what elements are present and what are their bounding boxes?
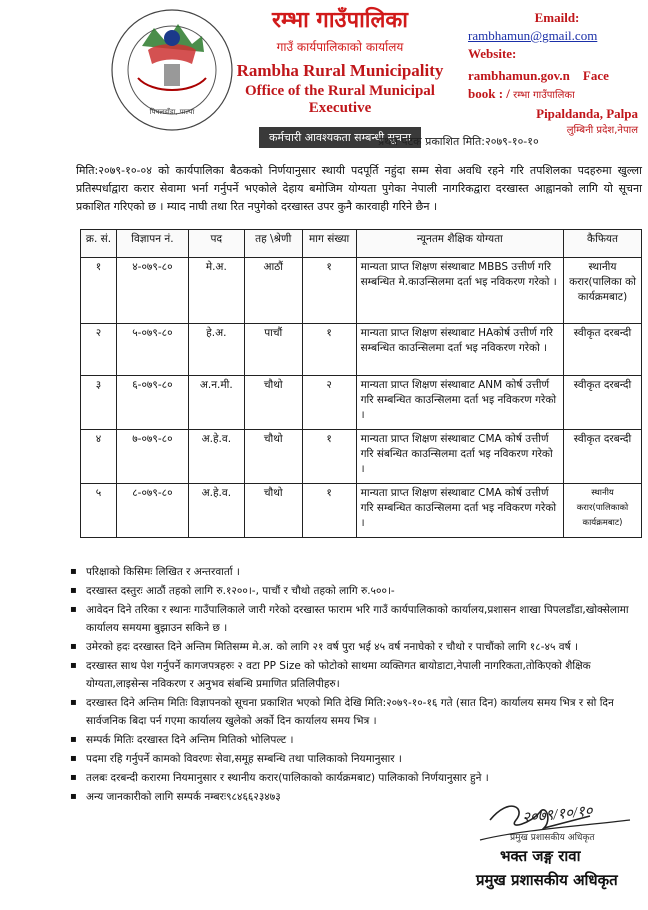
cell-qualification: मान्यता प्राप्त शिक्षण संस्थाबाट ANM कोर्ष उत्तीर्ण गरि सम्बन्धित काउन्सिलमा दर्ता भइ नविकरण गरेको । (356, 376, 563, 430)
svg-text:पिपलडाँडा, पाल्पा: पिपलडाँडा, पाल्पा (149, 108, 195, 116)
cell-level: आठौं (244, 258, 302, 324)
cell-sn: १ (81, 258, 117, 324)
list-item: ▪ तलबः दरबन्दी करारमा नियमानुसार र स्थानीय करार(पालिकाको कार्यक्रमबाट) पालिकाको निर्णयानुसार हुने । (70, 769, 642, 787)
table-row (81, 484, 642, 538)
table-row (81, 430, 642, 484)
notice-title-box: कर्मचारी आवश्यकता सम्बन्धी सूचना (259, 127, 421, 148)
list-item: ▪ परिक्षाको किसिमः लिखित र अन्तरवार्ता । (70, 563, 642, 581)
municipality-seal-logo (108, 6, 236, 134)
cell-post: अ.न.मी. (188, 376, 244, 430)
cell-qualification: मान्यता प्राप्त शिक्षण संस्थाबाट MBBS उत्तीर्ण गरि सम्बन्धित मे.काउन्सिलमा दर्ता भइ नविकरण गरेको । (356, 258, 563, 324)
address-nepali: लुम्बिनी प्रदेश,नेपाल (566, 125, 638, 136)
cell-remark: स्वीकृत दरबन्दी (564, 430, 642, 484)
cell-qualification: मान्यता प्राप्त शिक्षण संस्थाबाट HAकोर्ष उत्तीर्ण गरि सम्बन्धित काउन्सिलमा दर्ता भइ नविकरण गरेको । (356, 324, 563, 376)
cell-post: अ.हे.व. (188, 484, 244, 538)
cell-demand: १ (302, 258, 356, 324)
cell-adv-no: ६-०७९-८० (116, 376, 188, 430)
col-header-demand: माग संख्या (302, 230, 356, 258)
website-link[interactable]: rambhamun.gov.n (468, 68, 570, 83)
list-item: ▪ दरखास्त दस्तुरः आठौं तहको लागि रु.१२००।-, पाचौं र चौथो तहको लागि रु.५००।- (70, 582, 642, 600)
office-name-nepali: गाउँ कार्यपालिकाको कार्यालय (276, 40, 404, 54)
col-header-post: पद (188, 230, 244, 258)
cell-demand: १ (302, 430, 356, 484)
cell-adv-no: ८-०७९-८० (116, 484, 188, 538)
vacancy-table (80, 229, 642, 538)
col-header-level: तह \श्रेणी (244, 230, 302, 258)
email-link[interactable]: rambhamun@gmail.com (468, 28, 598, 43)
signature-date: २०७९/१०/१० (521, 803, 594, 827)
cell-remark: स्वीकृत दरबन्दी (564, 376, 642, 430)
cell-demand: १ (302, 324, 356, 376)
list-item: ▪ आवेदन दिने तरिका र स्थानः गाउँपालिकाले जारी गरेको दरखास्त फाराम भरि गाउँ कार्यपालिकाको कार्यालय,प्रशासन शाखा पिपलडाँडा,खोक्सेलामा कार्यालय समयमा बुझाउन सकिने छ । (70, 601, 642, 637)
signatory-title: प्रमुख प्रशासकीय अधिकृत (476, 871, 618, 889)
cell-qualification: मान्यता प्राप्त शिक्षण संस्थाबाट CMA कोर्ष उत्तीर्ण गरि संबन्धित काउन्सिलमा दर्ता भइ नविकरण गरेको । (356, 430, 563, 484)
table-row (81, 258, 642, 324)
letterhead (0, 0, 648, 150)
cell-sn: ४ (81, 430, 117, 484)
cell-adv-no: ५-०७९-८० (116, 324, 188, 376)
email-label: Emaild: (534, 10, 580, 25)
cell-level: चौथो (244, 430, 302, 484)
published-date: प्रथम पटक प्रकाशित मिति:२०७९-१०-१० (378, 135, 539, 148)
cell-remark: स्थानीय करार(पालिकाको कार्यक्रमबाट) (564, 484, 642, 538)
cell-sn: ५ (81, 484, 117, 538)
contact-block (468, 10, 646, 136)
list-item: ▪ दरखास्त दिने अन्तिम मितिः विज्ञापनको सूचना प्रकाशित भएको मिति देखि मिति:२०७९-१०-१६ गते (सात दिन) कार्यालय समय भित्र र सो दिन सार्वजनिक बिदा पर्न गएमा कार्यालय खुलेको अर्को दिन कार्यालय समय भित्र । (70, 694, 642, 730)
list-item: ▪ उमेरको हदः दरखास्त दिने अन्तिम मितिसम्म मे.अ. को लागि २१ वर्ष पुरा भई ४५ वर्ष ननाघेको र चौथो र पाचौंको लागि १८-४५ वर्ष । (70, 638, 642, 656)
face-label: Face (582, 68, 609, 83)
cell-post: हे.अ. (188, 324, 244, 376)
cell-adv-no: ७-०७९-८० (116, 430, 188, 484)
municipality-name-english: Rambha Rural Municipality (236, 61, 444, 80)
table-header-row (81, 230, 642, 258)
intro-paragraph: मिति:२०७९-१०-०४ को कार्यपालिका बैठकको निर्णयानुसार स्थायी पदपूर्ति नहुंदा सम्म सेवा अवधि रहने गरि तपशिलका पदहरुमा खुल्ला प्रतिस्पर्धाद्वारा करार सेवामा भर्ना गर्नुपर्ने भएकोले देहाय बमोजिम योग्यता पुगेका नेपाली नागरिकद्वारा दरखास्त आह्वानको लागि यो सूचना प्रकाशित गरिएको छ । म्याद नाघी तथा रित नपुगेको दरखास्त उपर कुनै कारवाही गरिने छैन । (76, 164, 642, 213)
signatory-name: भक्त जङ्ग रावा (500, 847, 581, 865)
list-item: ▪ सम्पर्क मितिः दरखास्त दिने अन्तिम मितिको भोलिपल्ट । (70, 731, 642, 749)
website-label: Website: (468, 46, 517, 61)
list-item: ▪ दरखास्त साथ पेश गर्नुपर्ने कागजपत्रहरुः २ वटा PP Size को फोटोको साथमा व्यक्तिगत बायोडाटा,नेपाली नागरिकता,तोकिएको शैक्षिक योग्यता,लाइसेन्स नविकरण र अनुभव संबन्धि प्रमाणित प्रतिलिपीहरु। (70, 657, 642, 693)
cell-level: चौथो (244, 376, 302, 430)
title-block (222, 8, 458, 148)
list-item: ▪ अन्य जानकारीको लागि सम्पर्क नम्बरः९८४६६२३४७३ (70, 788, 642, 806)
cell-sn: २ (81, 324, 117, 376)
municipality-name-nepali: रम्भा गाउँपालिका (272, 8, 408, 33)
col-header-remark: कैफियत (564, 230, 642, 258)
cell-post: अ.हे.व. (188, 430, 244, 484)
address-english: Pipaldanda, Palpa (536, 106, 638, 121)
facebook-label: book : / (468, 86, 510, 101)
cell-level: चौथो (244, 484, 302, 538)
cell-remark: स्वीकृत दरबन्दी (564, 324, 642, 376)
list-item: ▪ पदमा रहि गर्नुपर्ने कामको विवरणः सेवा,समूह सम्बन्धि तथा पालिकाको नियमानुसार । (70, 750, 642, 768)
cell-demand: २ (302, 376, 356, 430)
cell-sn: ३ (81, 376, 117, 430)
signature-small-title: प्रमुख प्रशासकीय अधिकृत (510, 833, 595, 843)
cell-level: पाचौं (244, 324, 302, 376)
cell-demand: १ (302, 484, 356, 538)
col-header-sn: क्र. सं. (81, 230, 117, 258)
col-header-qualification: न्यूनतम शैक्षिक योग्यता (356, 230, 563, 258)
cell-post: मे.अ. (188, 258, 244, 324)
table-row (81, 324, 642, 376)
facebook-page[interactable]: रम्भा गाउँपालिका (513, 90, 575, 101)
cell-qualification: मान्यता प्राप्त शिक्षण संस्थाबाट CMA कोर्ष उत्तीर्ण गरि सम्बन्धित काउन्सिलमा दर्ता भइ नविकरण गरेको । (356, 484, 563, 538)
col-header-adv-no: विज्ञापन नं. (116, 230, 188, 258)
conditions-list (70, 563, 642, 807)
table-row (81, 376, 642, 430)
cell-adv-no: ४-०७९-८० (116, 258, 188, 324)
cell-remark: स्थानीय करार(पालिका को कार्यक्रमबाट) (564, 258, 642, 324)
office-name-english: Office of the Rural Municipal Executive (245, 83, 435, 116)
